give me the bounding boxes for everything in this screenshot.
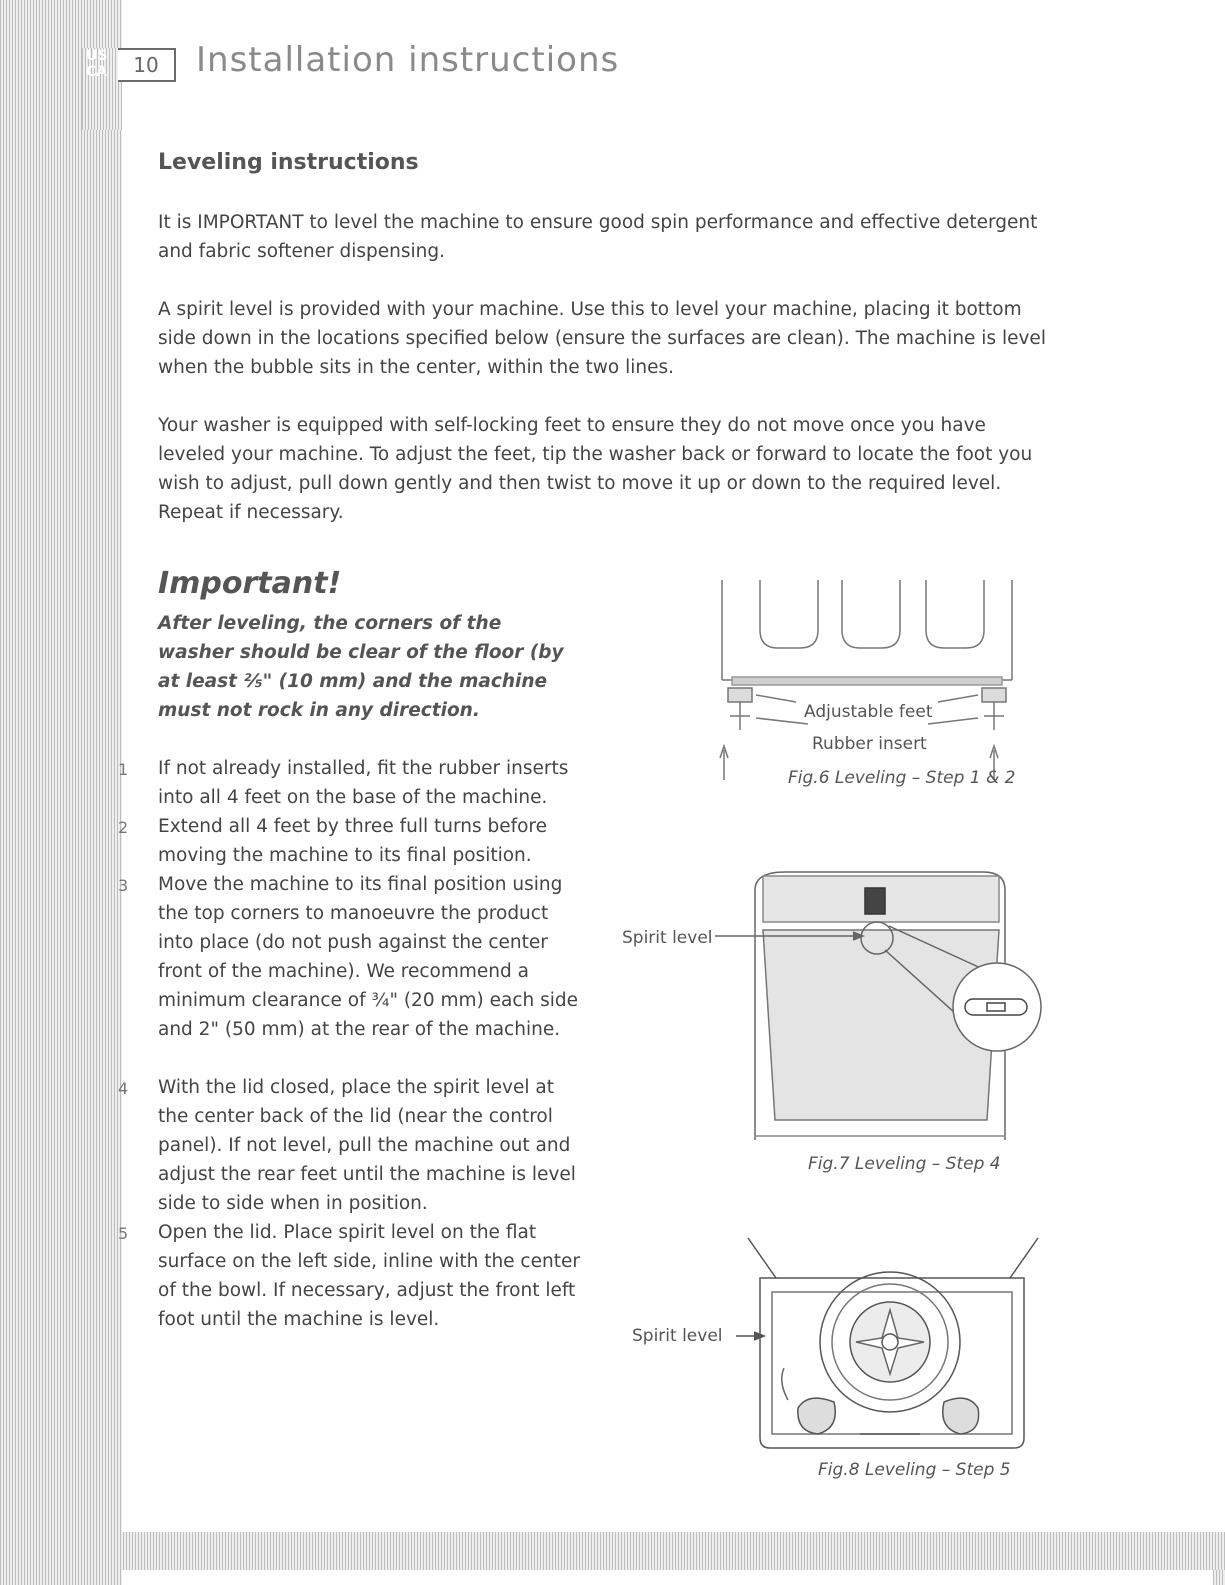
page-title: Installation instructions bbox=[196, 40, 620, 80]
fig8-caption: Fig.8 Leveling – Step 5 bbox=[818, 1460, 1011, 1480]
step-text: With the lid closed, place the spirit level at the center back of the lid (near the control panel). If not level, pull the machine out and adjust the rear feet until the machine is level side to side when in position. bbox=[158, 1077, 576, 1214]
step-number: 3 bbox=[118, 876, 129, 895]
fig6-caption: Fig.6 Leveling – Step 1 & 2 bbox=[788, 768, 1016, 788]
step-text: Move the machine to its final position using the top corners to manoeuvre the product into place (do not push against the center front of the machine). We recommend a minimum clearance of ¾" (20 mm) each side and 2" (50 mm) at the rear of the machine. bbox=[158, 874, 579, 1040]
step-text: Open the lid. Place spirit level on the flat surface on the left side, inline with the center of the bowl. If necessary, adjust the front left foot until the machine is level. bbox=[158, 1222, 580, 1330]
fig7-spirit-level-label: Spirit level bbox=[622, 928, 713, 948]
step-text: Extend all 4 feet by three full turns before moving the machine to its final position. bbox=[158, 816, 548, 866]
rubber-insert-label: Rubber insert bbox=[812, 734, 927, 754]
bottom-scan-border bbox=[0, 1532, 1225, 1570]
self-locking-feet-paragraph: Your washer is equipped with self-locking feet to ensure they do not move once you have leveled your machine. To adjust the feet, tip the washer back or forward to locate the foot you wish to adjust, pull down gently and then twist to move it up or down to the required level. Repeat if necessary. bbox=[158, 415, 1033, 523]
fig6-washer-feet-diagram bbox=[712, 580, 1022, 760]
important-title: Important! bbox=[158, 566, 342, 601]
fig7-washer-lid-diagram bbox=[715, 870, 1045, 1145]
important-body: After leveling, the corners of the washer should be clear of the floor (by at least ⅖" (10 mm) and the machine must not rock in any direction. bbox=[158, 613, 564, 721]
step-number: 1 bbox=[118, 760, 129, 779]
step-number: 2 bbox=[118, 818, 129, 837]
region-side-tab: US CA bbox=[82, 48, 122, 130]
left-scan-border bbox=[0, 0, 122, 1585]
page-number: 10 bbox=[118, 48, 176, 82]
fig7-caption: Fig.7 Leveling – Step 4 bbox=[808, 1154, 1001, 1174]
fig8-spirit-level-label: Spirit level bbox=[632, 1326, 723, 1346]
step-number: 4 bbox=[118, 1079, 129, 1098]
intro-paragraph: It is IMPORTANT to level the machine to ensure good spin performance and effective detergent and fabric softener dispensing. bbox=[158, 212, 1038, 262]
fig8-washer-tub-diagram bbox=[748, 1238, 1043, 1453]
spirit-level-paragraph: A spirit level is provided with your machine. Use this to level your machine, placing it bottom side down in the locations specified below (ensure the surfaces are clean). The machine is level when the bubble sits in the center, within the two lines. bbox=[158, 299, 1046, 378]
adjustable-feet-label: Adjustable feet bbox=[804, 702, 933, 722]
step-number: 5 bbox=[118, 1224, 129, 1243]
step-text: If not already installed, fit the rubber inserts into all 4 feet on the base of the machine. bbox=[158, 758, 569, 808]
section-heading: Leveling instructions bbox=[158, 150, 419, 175]
